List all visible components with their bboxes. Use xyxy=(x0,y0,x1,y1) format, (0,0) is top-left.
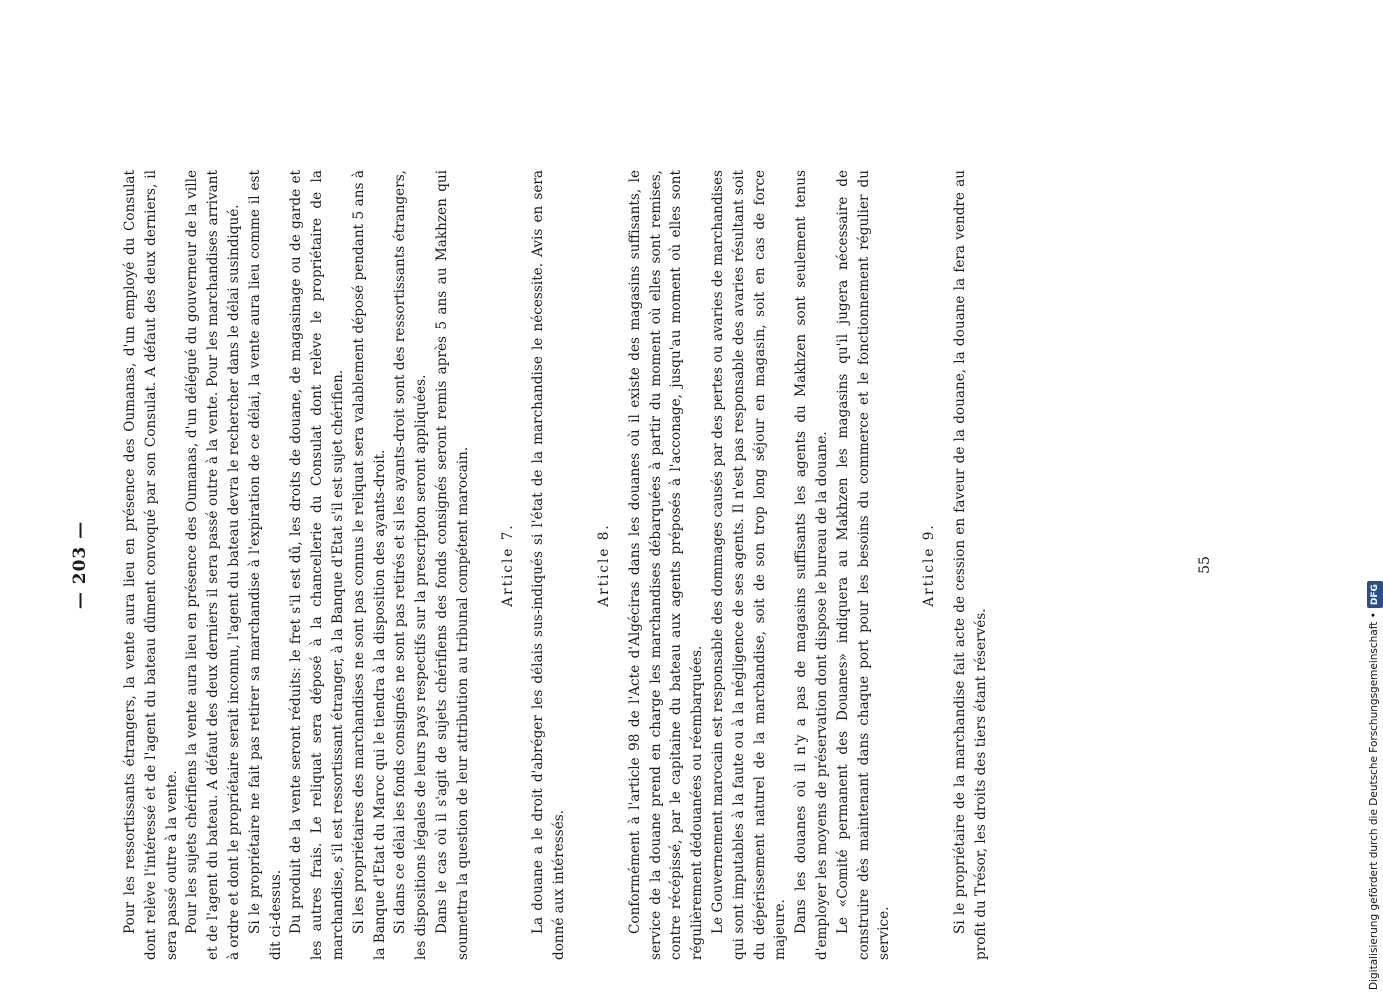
digitization-note-text: Digitalisierung gefördert durch die Deutsche Forschungsgemeinschaft • xyxy=(1368,612,1380,990)
article-7 xyxy=(498,170,570,960)
page-footer-number: 55 xyxy=(1197,556,1213,574)
article-7-text: La douane a le droit d'abréger les délais sus-indiqués si l'état de la marchandise le nécessite. Avis en sera donné aux intéressés. xyxy=(530,170,568,960)
paragraph: Dans les douanes où il n'y a pas de magasins suffisants les agents du Makhzen sont seulement tenus d'employer les moyens de préservation dont dispose le bureau de la douane. xyxy=(793,170,830,960)
paragraph: Conformément à l'article 98 de l'Acte d'Algéciras dans les douanes où il existe des magasins suffisants, le service de la douane prend en charge les marchandises débarquées à partir du moment où elles sont remises, contre récépissé, par le capitaine du bateau aux agents préposés à l'acconage, jusqu'au moment où elles sont régulièrement dédouanées ou réembarquées. xyxy=(626,170,706,960)
paragraph: Si dans ce délai les fonds consignés ne sont pas retirés et si les ayants-droit sont des ressortissants étrangers, les dispositions légales de leurs pays respectifs sur la prescripton seront appliquées. xyxy=(392,170,430,960)
digitization-note xyxy=(1366,0,1382,990)
paragraph: Si le propriétaire ne fait pas retirer sa marchandise à l'expiration de ce délai, la vente aura lieu comme il est dit ci-dessus. xyxy=(246,170,284,960)
article-8-title: Article 8. xyxy=(595,523,612,607)
article-9-text: Si le propriétaire de la marchandise fait acte de cession en faveur de la douane, la douane la fera vendre au profit du Trésor, les droits des tiers étant réservés. xyxy=(951,170,989,960)
paragraph: Pour les sujets chérifiens la vente aura lieu en présence des Oumanas, d'un délégué du gouverneur de la ville et de l'agent du bateau. A défaut des deux derniers il sera passé outre à la vente. Pour les marchandises arrivant à ordre et dont le propriétaire serait inconnu, l'agent du bateau devra le rechercher dans le délai susindiqué. xyxy=(184,170,242,960)
paragraph: Le Gouvernement marocain est responsable des dommages causés par des pertes ou avaries de marchandises qui sont imputables à la faute ou à la négligence de ses agents. Il n'est pas responsable des avaries résultant soit du dépérissement naturel de la marchandise, soit de son trop long séjour en magasin, soit en cas de force majeure. xyxy=(709,170,789,960)
article-7-title: Article 7. xyxy=(499,523,516,607)
paragraph: Si les propriétaires des marchandises ne sont pas connus le reliquat sera valablement déposé pendant 5 ans à la Banque d'Etat du Maroc qui le tiendra à la disposition des ayants-droit. xyxy=(350,170,388,960)
page-header-number: — 203 — xyxy=(70,520,90,610)
article-9 xyxy=(919,170,991,960)
paragraph: Pour les ressortissants étrangers, la vente aura lieu en présence des Oumanas, d'un employé du Consulat dont relève l'intéressé et de l'agent du bateau dûment convoqué par son Consulat. A défaut des deux derniers, il sera passé outre à la vente. xyxy=(122,170,180,960)
dfg-logo-icon: DFG xyxy=(1367,581,1383,608)
paragraph: Dans le cas où il s'agit de sujets chérifiens des fonds consignés seront remis après 5 ans au Makhzen qui soumettra la question de leur attribution au tribunal compétent marocain. xyxy=(433,170,471,960)
article-8 xyxy=(594,170,895,960)
opening-section xyxy=(120,170,474,960)
document-page xyxy=(70,170,1213,960)
article-9-title: Article 9. xyxy=(921,523,938,607)
paragraph: Le «Comité permanent des Douanes» indiquera au Makhzen les magasins qu'il jugera nécessaire de construire dès maintenant dans chaque port pour les besoins du commerce et le fonctionnement régulier du service. xyxy=(834,170,893,960)
paragraph: Du produit de la vente seront réduits: le fret s'il est dû, les droits de douane, de magasinage ou de garde et les autres frais. Le reliquat sera déposé à la chancellerie du Consulat dont relève le propriétaire de la marchandise, s'il est ressortissant étranger, à la Banque d'Etat s'il est sujet chérifien. xyxy=(288,170,346,960)
